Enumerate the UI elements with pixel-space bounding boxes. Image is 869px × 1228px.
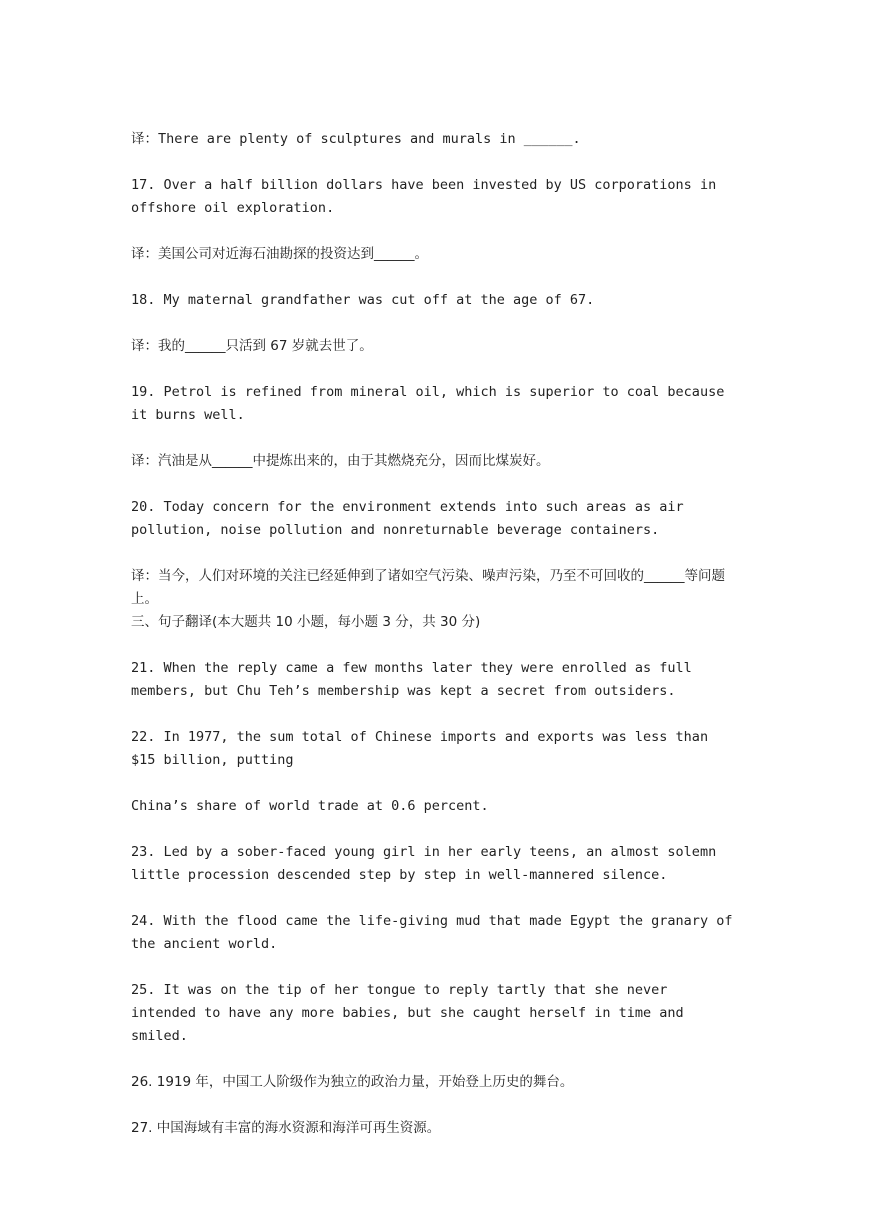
document-page — [131, 128, 737, 1140]
question-18: 18. My maternal grandfather was cut off at the age of 67. — [131, 292, 595, 308]
translation-line-19: 译：汽油是从______中提炼出来的，由于其燃烧充分，因而比煤炭好。 — [131, 453, 550, 469]
spacer — [131, 151, 737, 174]
section-heading: 三、句子翻译(本大题共 10 小题，每小题 3 分，共 30 分) — [131, 614, 481, 630]
spacer — [131, 703, 737, 726]
question-20: 20. Today concern for the environment extends into such areas as air pollution, noise pollution and nonreturnable beverage containers. — [131, 499, 684, 538]
question-26: 26. 1919 年，中国工人阶级作为独立的政治力量，开始登上历史的舞台。 — [131, 1074, 574, 1090]
question-25: 25. It was on the tip of her tongue to reply tartly that she never intended to have any more babies, but she caught herself in time and smiled. — [131, 982, 684, 1044]
question-24: 24. With the flood came the life-giving mud that made Egypt the granary of the ancient world. — [131, 913, 733, 952]
translation-line-18: 译：我的______只活到 67 岁就去世了。 — [131, 338, 373, 354]
translation-line-20: 译：当今，人们对环境的关注已经延伸到了诸如空气污染、噪声污染，乃至不可回收的______等问题上。 — [131, 568, 725, 607]
question-17: 17. Over a half billion dollars have been invested by US corporations in offshore oil exploration. — [131, 177, 717, 216]
question-21: 21. When the reply came a few months later they were enrolled as full members, but Chu Teh’s membership was kept a secret from outsiders. — [131, 660, 692, 699]
question-19: 19. Petrol is refined from mineral oil, which is superior to coal because it burns well. — [131, 384, 725, 423]
translation-line-17: 译：美国公司对近海石油勘探的投资达到______。 — [131, 246, 428, 262]
question-22: 22. In 1977, the sum total of Chinese imports and exports was less than $15 billion, putting — [131, 729, 709, 768]
spacer — [131, 542, 737, 565]
spacer — [131, 358, 737, 381]
spacer — [131, 956, 737, 979]
spacer — [131, 818, 737, 841]
spacer — [131, 1048, 737, 1071]
spacer — [131, 887, 737, 910]
question-23: 23. Led by a sober-faced young girl in her early teens, an almost solemn little procession descended step by step in well-mannered silence. — [131, 844, 717, 883]
spacer — [131, 473, 737, 496]
spacer — [131, 427, 737, 450]
question-27: 27. 中国海域有丰富的海水资源和海洋可再生资源。 — [131, 1120, 441, 1136]
spacer — [131, 220, 737, 243]
translation-line-16: 译：There are plenty of sculptures and murals in ______. — [131, 131, 581, 147]
spacer — [131, 312, 737, 335]
spacer — [131, 634, 737, 657]
spacer — [131, 1094, 737, 1117]
spacer — [131, 772, 737, 795]
question-22-continued: China’s share of world trade at 0.6 percent. — [131, 798, 489, 814]
spacer — [131, 266, 737, 289]
